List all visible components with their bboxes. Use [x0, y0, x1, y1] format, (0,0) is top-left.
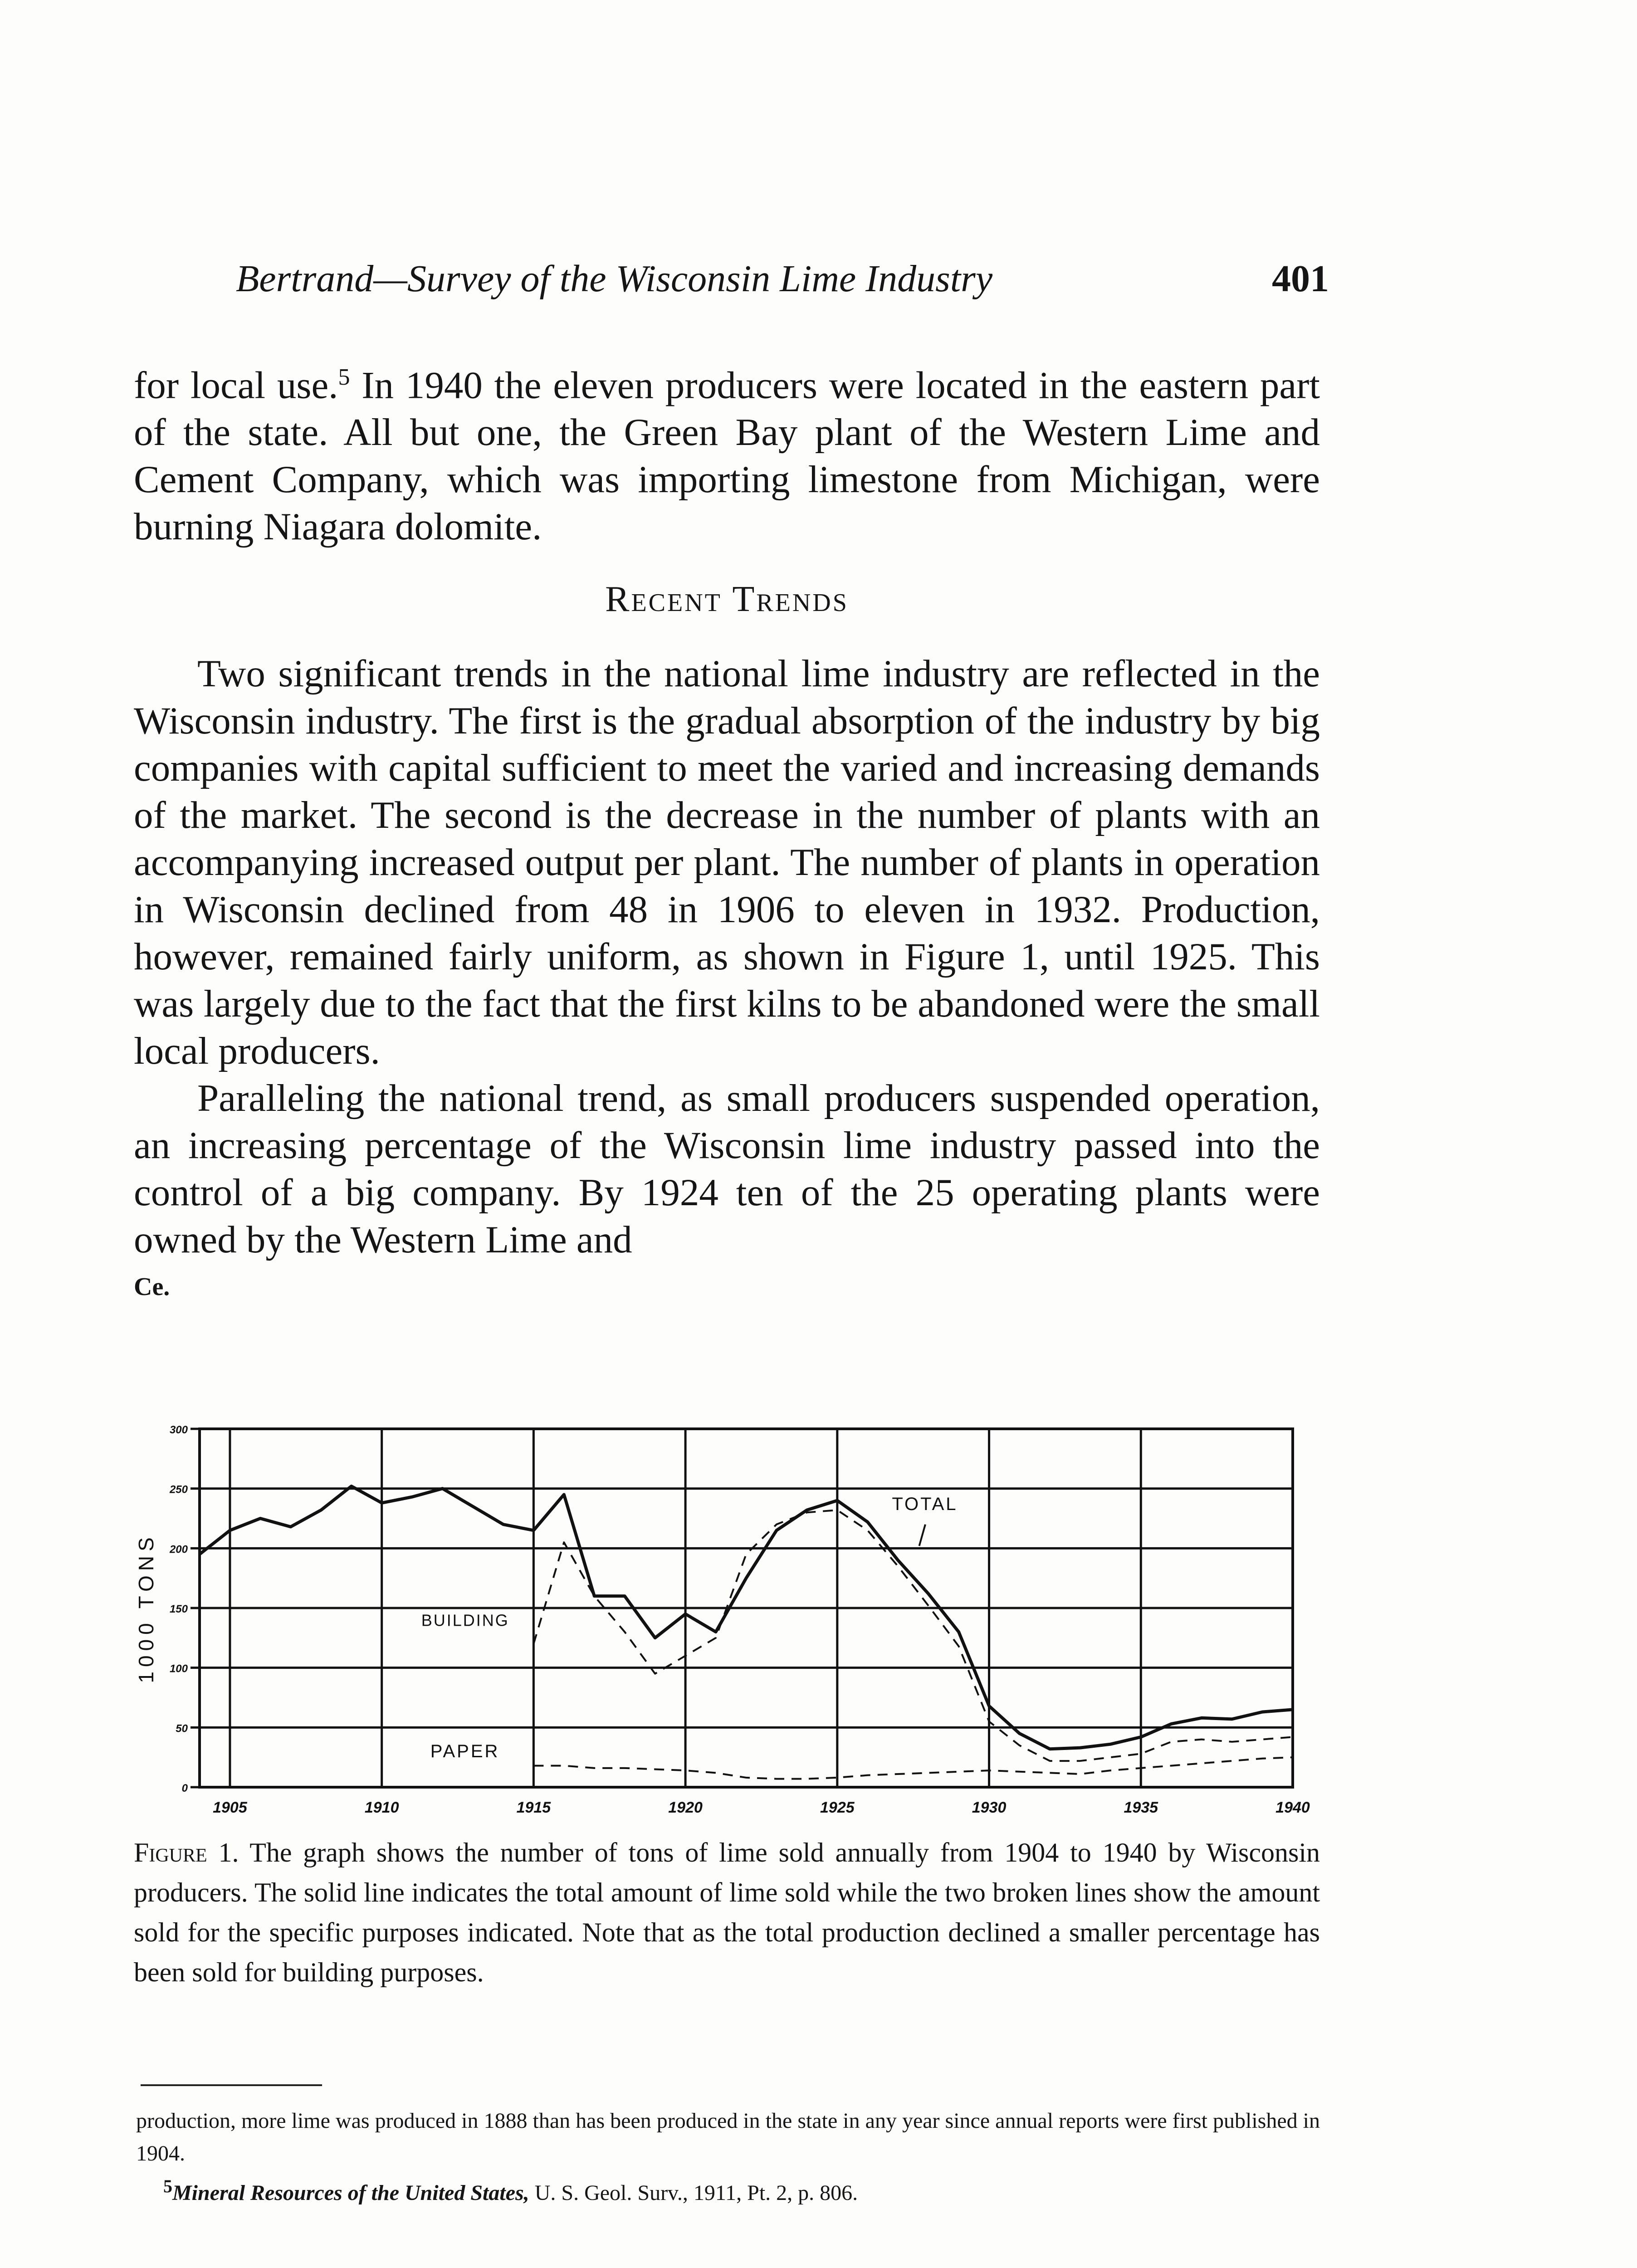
annotation-paper: PAPER: [430, 1741, 500, 1762]
series-line-paper: [533, 1757, 1293, 1779]
figure-caption: [134, 1833, 1320, 1992]
y-axis-label: 1000 TONS: [134, 1533, 158, 1683]
chart-svg: [118, 1411, 1352, 1819]
x-tick-label: 1915: [516, 1799, 551, 1816]
x-tick-label: 1940: [1275, 1799, 1310, 1816]
figure-label: Figure 1.: [134, 1838, 239, 1867]
page-number: 401: [1272, 258, 1329, 300]
x-tick-label: 1910: [364, 1799, 399, 1816]
footnote-5-rest: U. S. Geol. Surv., 1911, Pt. 2, p. 806.: [529, 2181, 858, 2205]
paragraph-2: Two significant trends in the national lime industry are reflected in the Wisconsin industry. The first is the gradual absorption of the industry by big companies with capital sufficient to meet the varied and increasing demands of the market. The second is the decrease in the number of plants with an accompanying increased output per plant. The number of plants in operation in Wisconsin declined from 48 in 1906 to eleven in 1932. Production, however, remained fairly uniform, as shown in Figure 1, until 1925. This was largely due to the fact that the first kilns to be abandoned were the small local producers.: [134, 652, 1320, 1073]
y-tick-label: 50: [176, 1722, 188, 1735]
footnote-ref-5: 5: [338, 364, 350, 390]
footnote-rule: [141, 2084, 322, 2086]
annotation-building: BUILDING: [421, 1611, 509, 1630]
x-tick-label: 1920: [668, 1799, 703, 1816]
body-text: [134, 354, 1320, 1310]
section-heading: Recent Trends: [605, 579, 849, 620]
footnote-5-mark: 5: [163, 2176, 172, 2196]
x-tick-label: 1930: [972, 1799, 1007, 1816]
y-tick-label: 300: [169, 1424, 188, 1436]
paragraph-1-start: for local use.: [134, 364, 338, 407]
footnote-continuation: production, more lime was produced in 1888 than has been produced in the state in any year since annual reports were first published in 1904.: [136, 2109, 1320, 2165]
caption-text: The graph shows the number of tons of lime sold annually from 1904 to 1940 by Wisconsin producers. The solid line indicates the total amount of lime sold while the two broken lines show the amount sold for the specific purposes indicated. Note that as the total production declined a smaller percentage has been sold for building purposes.: [134, 1838, 1320, 1987]
paragraph-3-tail: Ce.: [134, 1273, 170, 1301]
footnote-5-title: Mineral Resources of the United States,: [172, 2181, 529, 2205]
paragraph-1: [134, 354, 1320, 550]
running-head: Bertrand—Survey of the Wisconsin Lime Industry: [236, 258, 993, 300]
y-tick-label: 150: [169, 1603, 188, 1615]
figure-1-chart: [118, 1411, 1352, 1819]
footnote-5: [136, 2170, 1320, 2209]
y-tick-label: 200: [169, 1543, 188, 1556]
x-tick-label: 1925: [820, 1799, 855, 1816]
y-tick-label: 250: [169, 1483, 188, 1496]
footnotes: [136, 2105, 1320, 2209]
x-tick-label: 1905: [213, 1799, 247, 1816]
y-tick-label: 0: [181, 1782, 188, 1794]
chart-area: [118, 1411, 1352, 1821]
y-tick-label: 100: [169, 1662, 188, 1675]
paragraph-1-rest: In 1940 the eleven producers were located in the eastern part of the state. All but one, the Green Bay plant of the Western Lime and Cement Company, which was importing limestone from Michigan, were burning Niagara dolomite.: [134, 364, 1320, 548]
annotation-total: TOTAL: [892, 1494, 958, 1515]
x-tick-label: 1935: [1124, 1799, 1158, 1816]
annotation-total-arrow: [919, 1525, 925, 1546]
series-line-total: [200, 1486, 1293, 1749]
paragraph-3: Paralleling the national trend, as small producers suspended operation, an increasing percentage of the Wisconsin lime industry passed into the control of a big company. By 1924 ten of the 25 operating plants were owned by the Western Lime and: [134, 1077, 1320, 1261]
